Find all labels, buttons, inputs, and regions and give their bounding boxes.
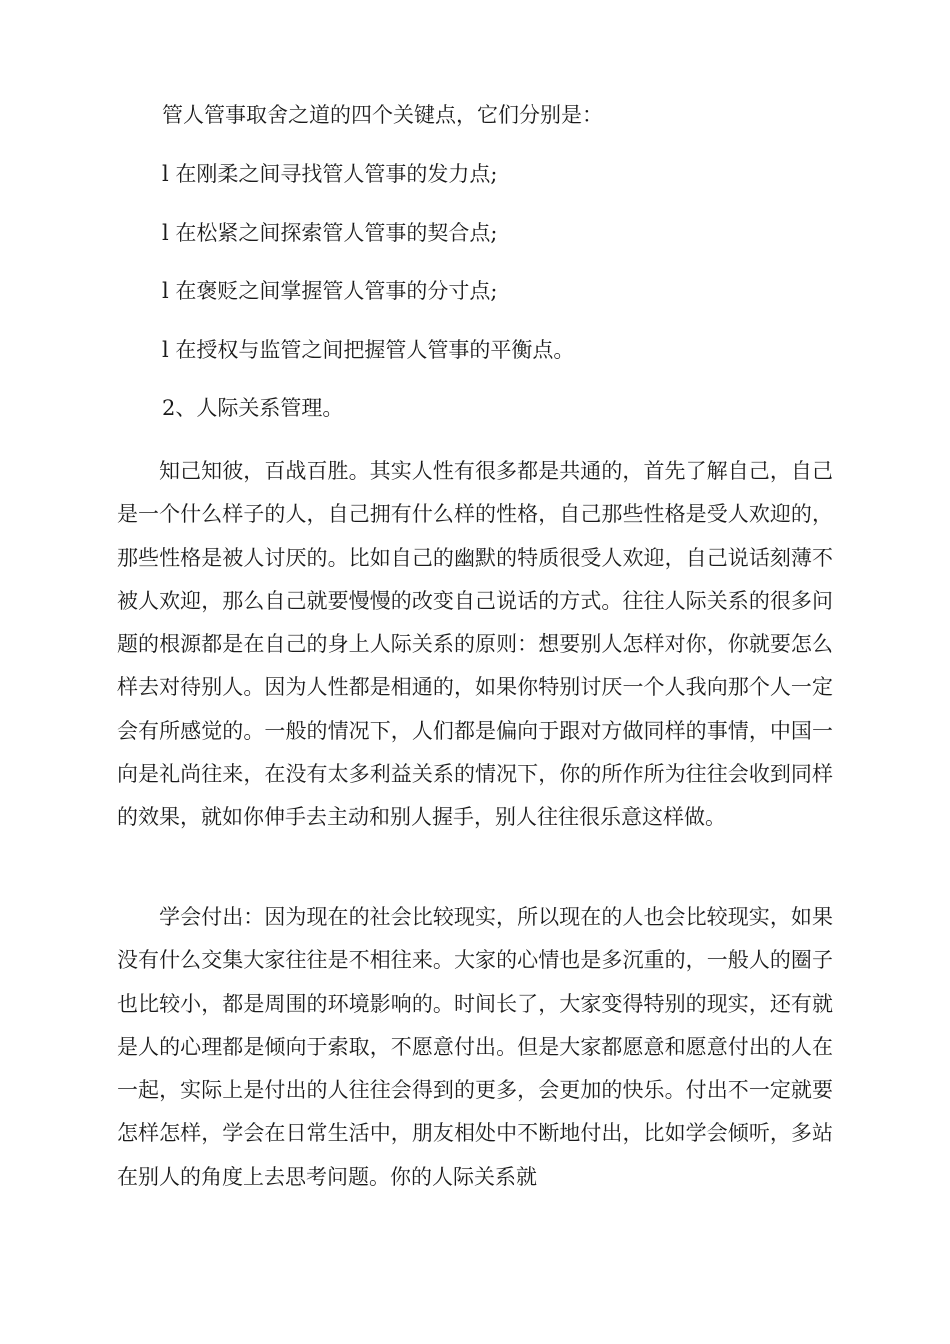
bullet-item-3: l 在褒贬之间掌握管人管事的分寸点; [162,279,498,303]
bullet-item-1: l 在刚柔之间寻找管人管事的发力点; [162,162,498,186]
paragraph-learn-to-give: 学会付出：因为现在的社会比较现实，所以现在的人也会比较现实，如果没有什么交集大家往往是不相往来。大家的心情也是多沉重的，一般人的圈子也比较小，都是周围的环境影响的。时间长了，大家变得特别的现实，还有就是人的心理都是倾向于索取，不愿意付出。但是大家都愿意和愿意付出的人在一起，实际上是付出的人往往会得到的更多，会更加的快乐。付出不一定就要怎样怎样，学会在日常生活中，朋友相处中不断地付出，比如学会倾听，多站在别人的角度上去思考问题。你的人际关系就 [117,905,833,1189]
bullet-item-2: l 在松紧之间探索管人管事的契合点; [162,221,498,245]
paragraph-know-yourself: 知己知彼，百战百胜。其实人性有很多都是共通的，首先了解自己，自己是一个什么样子的人，自己拥有什么样的性格，自己那些性格是受人欢迎的，那些性格是被人讨厌的。比如自己的幽默的特质很受人欢迎，自己说话刻薄不被人欢迎，那么自己就要慢慢的改变自己说话的方式。往往人际关系的很多问题的根源都是在自己的身上人际关系的原则：想要别人怎样对你，你就要怎么样去对待别人。因为人性都是相通的，如果你特别讨厌一个人我向那个人一定会有所感觉的。一般的情况下，人们都是偏向于跟对方做同样的事情，中国一向是礼尚往来，在没有太多利益关系的情况下，你的所作所为往往会收到同样的效果，就如你伸手去主动和别人握手，别人往往很乐意这样做。 [117,459,833,830]
section-heading: 2、人际关系管理。 [162,396,344,420]
bullet-item-4: l 在授权与监管之间把握管人管事的平衡点。 [162,338,575,362]
intro-line: 管人管事取舍之道的四个关键点，它们分别是： [162,103,603,127]
